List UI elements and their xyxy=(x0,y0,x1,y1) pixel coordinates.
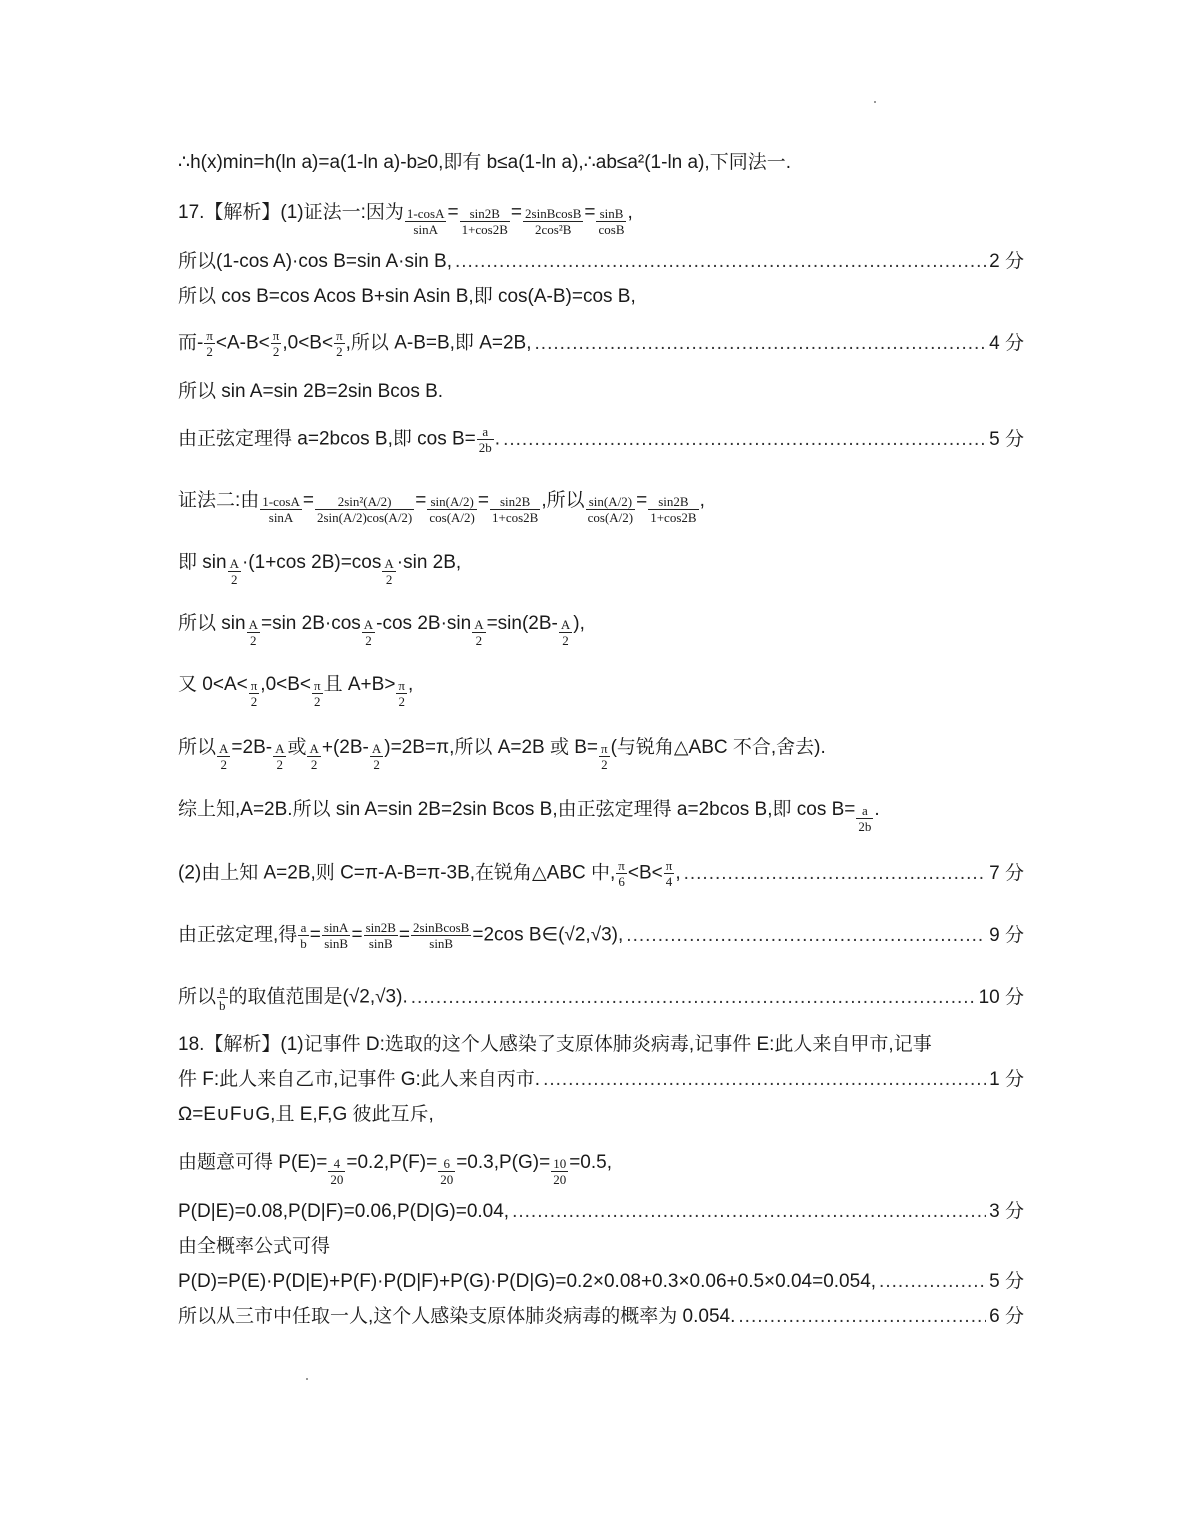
fraction: $\frac{4}{20}$ xyxy=(330,1156,344,1187)
fraction: $\frac{A}{2}$ xyxy=(363,617,374,648)
fraction: $\frac{\pi}{2}$ xyxy=(314,678,321,709)
fraction: $\frac{\pi}{2}$ xyxy=(336,328,343,359)
fraction: $\frac{\text{2sinBcosB}}{\text{2cos²B}}$ xyxy=(525,206,582,237)
score-label: 5 分 xyxy=(989,428,1024,450)
fraction: $\frac{\pi}{2}$ xyxy=(398,678,405,709)
fraction: $\frac{A}{2}$ xyxy=(560,617,571,648)
fraction: $\frac{A}{2}$ xyxy=(384,556,394,587)
fraction: $\frac{a}{b}$ xyxy=(219,982,226,1013)
fraction: $\frac{A}{2}$ xyxy=(371,741,382,772)
fraction: $\frac{\pi}{2}$ xyxy=(272,328,280,359)
text-line: 所以 $\frac{a}{b}$ 的取值范围是(√2,√3). ..... 10 分 xyxy=(178,982,1024,1013)
text-line: 所以 $\frac{A}{2}$ =2B- $\frac{A}{2}$ 或 $\frac{A}{2}$ +(2B- $\frac{A}{2}$ )=2B=π,所以 A=2B 或 B= $\frac{\pi}{2}$ (与锐角△ABC 不合,舍去). xyxy=(178,737,826,772)
fraction: $\frac{\pi}{2}$ xyxy=(250,678,258,709)
scan-dot xyxy=(306,1378,308,1380)
leader-dots xyxy=(535,331,987,357)
scan-dot xyxy=(874,101,876,103)
fraction: $\frac{\sin 2B}{\sin B}$ xyxy=(365,920,396,951)
fraction: $\frac{\pi}{6}$ xyxy=(618,858,625,889)
text-line: 由正弦定理得 a=2bcos B,即 cos B= $\frac{a}{2b}$ . ..... 5 分 xyxy=(178,424,1024,455)
text-line: 而- $\frac{\pi}{2}$ <A-B< $\frac{\pi}{2}$ ,0<B< $\frac{\pi}{2}$ ,所以 A-B=B,即 A=2B, ..... 4 分 xyxy=(178,328,1024,359)
fraction: $\frac{a}{2b}$ xyxy=(858,803,872,834)
fraction: $\frac{10}{20}$ xyxy=(553,1156,567,1187)
q17-heading: 17.【解析】(1)证法一:因为 $\frac{1-\cos A}{\sin A}$ = $\frac{\sin 2B}{1+\cos 2B}$ = $\frac{\text{2sinBcosB}}{\text{2cos²B}}$ = $\frac{\sin B}{\cos B}$ , xyxy=(178,202,633,237)
fraction: $\frac{\sin A}{\sin B}$ xyxy=(323,920,349,951)
leader-dots xyxy=(879,1269,986,1295)
text-line: P(D|E)=0.08,P(D|F)=0.06,P(D|G)=0.04, ..... 3 分 xyxy=(178,1199,1024,1225)
fraction: $\frac{a}{b}$ xyxy=(300,920,307,951)
text-line: 件 F:此人来自乙市,记事件 G:此人来自丙市. ..... 1 分 xyxy=(178,1067,1024,1093)
text-line: 所以 sin A=sin 2B=2sin Bcos B. xyxy=(178,381,444,402)
fraction: $\frac{\pi}{2}$ xyxy=(601,741,608,772)
text-line: 所以 sin $\frac{A}{2}$ =sin 2B·cos $\frac{A}{2}$ -cos 2B·sin $\frac{A}{2}$ =sin(2B- $\frac{A}{2}$ ), xyxy=(178,613,585,648)
text-line: 证法二:由 $\frac{1-\cos A}{\sin A}$ = $\frac{\text{2sin²(A/2)}}{2\sin(A/2)\cos(A/2)}$ = $\frac{\sin(A/2)}{\cos(A/2)}$ = $\frac{\sin 2B}{1+\cos 2B}$ ,所以 $\frac{\sin(A/2)}{\cos(A/2)}$ = $\frac{\sin 2B}{1+\cos 2B}$ , xyxy=(178,490,705,525)
fraction: $\frac{\sin B}{\cos B}$ xyxy=(598,206,625,237)
score-label: 1 分 xyxy=(989,1069,1024,1090)
leader-dots xyxy=(411,985,976,1011)
fraction: $\frac{\pi}{2}$ xyxy=(206,328,213,359)
fraction: $\frac{A}{2}$ xyxy=(219,741,229,772)
text-line: 即 sin $\frac{A}{2}$ ·(1+cos 2B)=cos $\frac{A}{2}$ ·sin 2B, xyxy=(178,552,462,587)
fraction: $\frac{\sin 2B}{1+\cos 2B}$ xyxy=(491,494,539,525)
score-label: 2 分 xyxy=(989,251,1024,272)
fraction: $\frac{\pi}{4}$ xyxy=(665,858,673,889)
leader-dots xyxy=(512,1199,986,1225)
fraction: $\frac{\sin(A/2)}{\cos(A/2)}$ xyxy=(429,494,475,525)
leader-dots xyxy=(626,923,986,949)
fraction: $\frac{A}{2}$ xyxy=(248,617,258,648)
leader-dots xyxy=(503,427,986,453)
text-line xyxy=(178,150,1024,176)
text-line: (2)由上知 A=2B,则 C=π-A-B=π-3B,在锐角△ABC 中, $\frac{\pi}{6}$ <B< $\frac{\pi}{4}$ , ..... 7 分 xyxy=(178,858,1024,889)
text-line: Ω=E∪F∪G,且 E,F,G 彼此互斥, xyxy=(178,1104,434,1125)
score-label: 3 分 xyxy=(989,1201,1024,1222)
fraction: $\frac{\sin(A/2)}{\cos(A/2)}$ xyxy=(587,494,634,525)
score-label: 9 分 xyxy=(989,924,1024,946)
leader-dots xyxy=(738,1304,986,1330)
text-line: 由正弦定理,得 $\frac{a}{b}$ = $\frac{\sin A}{\sin B}$ = $\frac{\sin 2B}{\sin B}$ = $\frac{\text{2sinBcosB}}{\sin B}$ =2cos B∈(√2,√3), ..... 9 分 xyxy=(178,920,1024,951)
fraction: $\frac{\text{2sin²(A/2)}}{2\sin(A/2)\cos(A/2)}$ xyxy=(316,494,413,525)
fraction: $\frac{A}{2}$ xyxy=(309,741,319,772)
score-label: 10 分 xyxy=(978,986,1024,1008)
q18-heading: 18.【解析】(1)记事件 D:选取的这个人感染了支原体肺炎病毒,记事件 E:此人来自甲市,记事 xyxy=(178,1034,932,1055)
fraction: $\frac{1-\cos A}{\sin A}$ xyxy=(406,206,445,237)
leader-dots xyxy=(455,249,986,275)
fraction: $\frac{1-\cos A}{\sin A}$ xyxy=(262,494,300,525)
leader-dots xyxy=(543,1067,986,1093)
score-label: 7 分 xyxy=(989,862,1024,884)
text-line: 所以(1-cos A)·cos B=sin A·sin B, ..... 2 分 xyxy=(178,249,1024,275)
text-line: 所以从三市中任取一人,这个人感染支原体肺炎病毒的概率为 0.054. ..... 6 分 xyxy=(178,1304,1024,1330)
text-line: 又 0<A< $\frac{\pi}{2}$ ,0<B< $\frac{\pi}{2}$ 且 A+B> $\frac{\pi}{2}$ , xyxy=(178,674,414,709)
fraction: $\frac{\sin 2B}{1+\cos 2B}$ xyxy=(461,206,508,237)
fraction: $\frac{6}{20}$ xyxy=(440,1156,454,1187)
fraction: $\frac{\sin 2B}{1+\cos 2B}$ xyxy=(650,494,697,525)
fraction: $\frac{\text{2sinBcosB}}{\sin B}$ xyxy=(413,920,470,951)
text-line: 综上知,A=2B.所以 sin A=sin 2B=2sin Bcos B,由正弦定理得 a=2bcos B,即 cos B= $\frac{a}{2b}$ . xyxy=(178,799,880,834)
heading-text: 17.【解析】(1)证法一:因为 xyxy=(178,202,404,223)
text-line: 由全概率公式可得 xyxy=(178,1236,331,1257)
score-label: 5 分 xyxy=(989,1271,1024,1292)
score-label: 6 分 xyxy=(989,1306,1024,1327)
fraction: $\frac{A}{2}$ xyxy=(474,617,484,648)
text-line: 由题意可得 P(E)= $\frac{4}{20}$ =0.2,P(F)= $\frac{6}{20}$ =0.3,P(G)= $\frac{10}{20}$ =0.5, xyxy=(178,1152,612,1187)
fraction: $\frac{A}{2}$ xyxy=(275,741,285,772)
fraction: $\frac{a}{2b}$ xyxy=(478,424,492,455)
score-label: 4 分 xyxy=(989,332,1024,354)
text-line: P(D)=P(E)·P(D|E)+P(F)·P(D|F)+P(G)·P(D|G)=0.2×0.08+0.3×0.06+0.5×0.04=0.054, ..... 5 分 xyxy=(178,1269,1024,1295)
text: ∴h(x)min=h(ln a)=a(1-ln a)-b≥0,即有 b≤a(1-ln a),∴ab≤a²(1-ln a),下同法一. xyxy=(178,152,791,173)
text-line: 所以 cos B=cos Acos B+sin Asin B,即 cos(A-B)=cos B, xyxy=(178,286,636,307)
fraction: $\frac{A}{2}$ xyxy=(229,556,239,587)
leader-dots xyxy=(684,861,987,887)
